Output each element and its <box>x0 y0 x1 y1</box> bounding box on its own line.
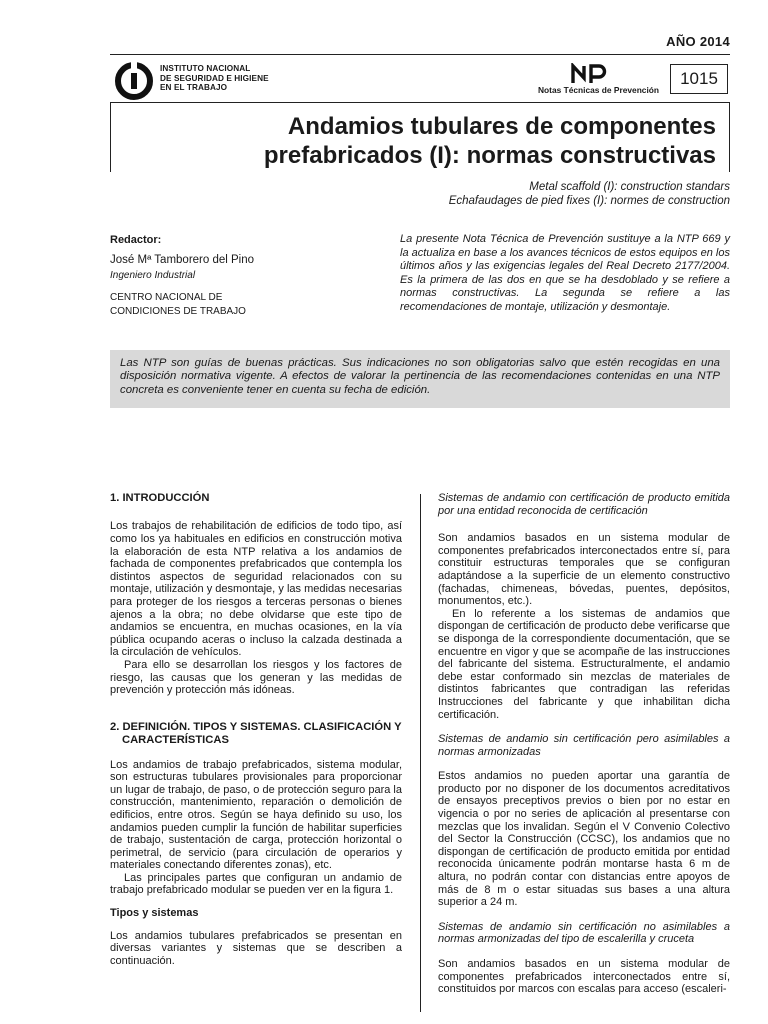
ntp-number: 1015 <box>670 64 728 94</box>
column-right <box>438 492 730 996</box>
series-label: Notas Técnicas de Prevención <box>538 85 660 95</box>
disclaimer-notice: Las NTP son guías de buenas prácticas. Sus indicaciones no son obligatorias salvo que estén recogidas en una disposición normativa vigente. A efectos de valorar la pertinencia de las recomendaciones contenidas en una NTP concreta es conveniente tener en cuenta su fecha de edición. <box>110 350 730 408</box>
subsection-heading-tipos: Tipos y sistemas <box>110 907 199 920</box>
paragraph: Son andamios basados en un sistema modular de componentes prefabricados interconectados entre sí, constituidos por marcos con escalas para acceso (escaleri- <box>438 958 730 996</box>
edition-year: AÑO 2014 <box>666 34 730 49</box>
paragraph: En lo referente a los sistemas de andamios que dispongan de certificación de producto debe verificarse que se disponga de la correspondiente documentación, que se encuentre en vigor y que se acompañe de las instrucciones del fabricante del sistema. Estructuralmente, el andamio debe estar conformado sin mezclas de materiales de distintos fabricantes que contradigan las referidas Instrucciones del fabricante y que inhabilitan dicha certificación. <box>438 607 730 721</box>
abstract: La presente Nota Técnica de Prevención sustituye a la NTP 669 y la actualiza en base a los avances técnicos de estos equipos en los últimos años y las exigencias legales del Real Decreto 2177/2004. Es la primera de las dos en que se ha desdoblado y se refiere a normas constructivas. La segunda se refiere a las recomendaciones de montaje, utilización y desmontaje. <box>400 233 730 313</box>
paragraph: Son andamios basados en un sistema modular de componentes prefabricados interconectados entre sí, para constituir estructuras temporales que se configuran adaptándose a la superficie de un elemento constructivo (fachadas, chimeneas, bóvedas, puentes, depósitos, monumentos, etc.). <box>438 532 730 608</box>
subtitle <box>449 180 730 208</box>
paragraph: Los andamios de trabajo prefabricados, sistema modular, son estructuras tubulares provisionales para proporcionar un lugar de trabajo, de paso, o de protección seguro para la construcción, mantenimiento, reparación o demolición de edificios, entre otros. Según se haya definido su uso, los andamios pueden cumplir la función de habilitar superficies de trabajo, sustentación de carga, protección horizontal o perimetral, de servicio (para circulación de operarios y materiales conectando diferentes zonas), etc. <box>110 758 402 872</box>
subtitle-english: Metal scaffold (I): construction standars <box>529 181 730 193</box>
author-label: Redactor: <box>110 234 162 246</box>
paragraph: Las principales partes que configuran un andamio de trabajo prefabricado modular se pueden ver en la figura 1. <box>110 871 402 897</box>
paragraph: Para ello se desarrollan los riesgos y los factores de riesgo, las causas que los generan y las medidas de prevención y protección más idóneas. <box>110 658 402 697</box>
paragraph: Estos andamios no pueden aportar una garantía de producto por no disponer de los documentos acreditativos de ensayos preceptivos previos o bien por no estar en vigencia o por no series de aplicación al presentarse con mezclas que los invalidan. Según el V Convenio Colectivo del Sector la Construcción (CCSC), los andamios que no dispongan de certificación de producto emitida por entidad reconocida únicamente podrán montarse hasta 6 m de altura, no podrán contar con distancias entre apoyos de más de 8 m o estar situadas sus bases a una altura superior a 24 m. <box>438 770 730 909</box>
subsection-heading: Sistemas de andamio sin certificación pero asimilables a normas armonizadas <box>438 733 730 758</box>
author-block <box>110 233 370 319</box>
author-name: José Mª Tamborero del Pino <box>110 254 255 266</box>
section-heading-introduccion: 1. INTRODUCCIÓN <box>110 492 210 504</box>
subsection-heading: Sistemas de andamio sin certificación no asimilables a normas armonizadas del tipo de escalerilla y cruceta <box>438 920 730 946</box>
column-divider <box>420 494 421 1012</box>
subtitle-french: Echafaudages de pied fixes (I): normes de construction <box>448 195 730 207</box>
section-heading-definicion: 2. DEFINICIÓN. TIPOS Y SISTEMAS. CLASIFICACIÓN Y CARACTERÍSTICAS <box>110 720 402 747</box>
insht-logo-icon <box>114 61 154 101</box>
header-rule <box>110 54 730 55</box>
author-center: CENTRO NACIONAL DE CONDICIONES DE TRABAJO <box>110 292 246 317</box>
ntp-logo-icon <box>571 63 609 85</box>
author-role: Ingeniero Industrial <box>110 270 196 281</box>
institute-name: INSTITUTO NACIONAL DE SEGURIDAD E HIGIENE EN EL TRABAJO <box>160 64 269 92</box>
page-title: Andamios tubulares de componentes prefabricados (I): normas constructivas <box>263 113 716 169</box>
subsection-heading: Sistemas de andamio con certificación de producto emitida por una entidad reconocida de certificación <box>438 492 730 517</box>
paragraph: Los trabajos de rehabilitación de edificios de todo tipo, así como los ya habituales en edificios en construcción motiva la elaboración de esta NTP relativa a los andamios de fachada de componentes prefabricados que contempla los distintos aspectos de seguridad relacionados con su montaje, utilización y desmontaje, y las medidas necesarias para proteger de los riesgos a terceras personas o bienes ajenos a la obra; no debe olvidarse que este tipo de andamios se encuentra, en muchas ocasiones, en la vía pública ocupando aceras o incluso la calzada destinada a la circulación de vehículos. <box>110 520 402 659</box>
column-left <box>110 492 402 967</box>
paragraph: Los andamios tubulares prefabricados se presentan en diversas variantes y sistemas que se describen a continuación. <box>110 929 402 967</box>
